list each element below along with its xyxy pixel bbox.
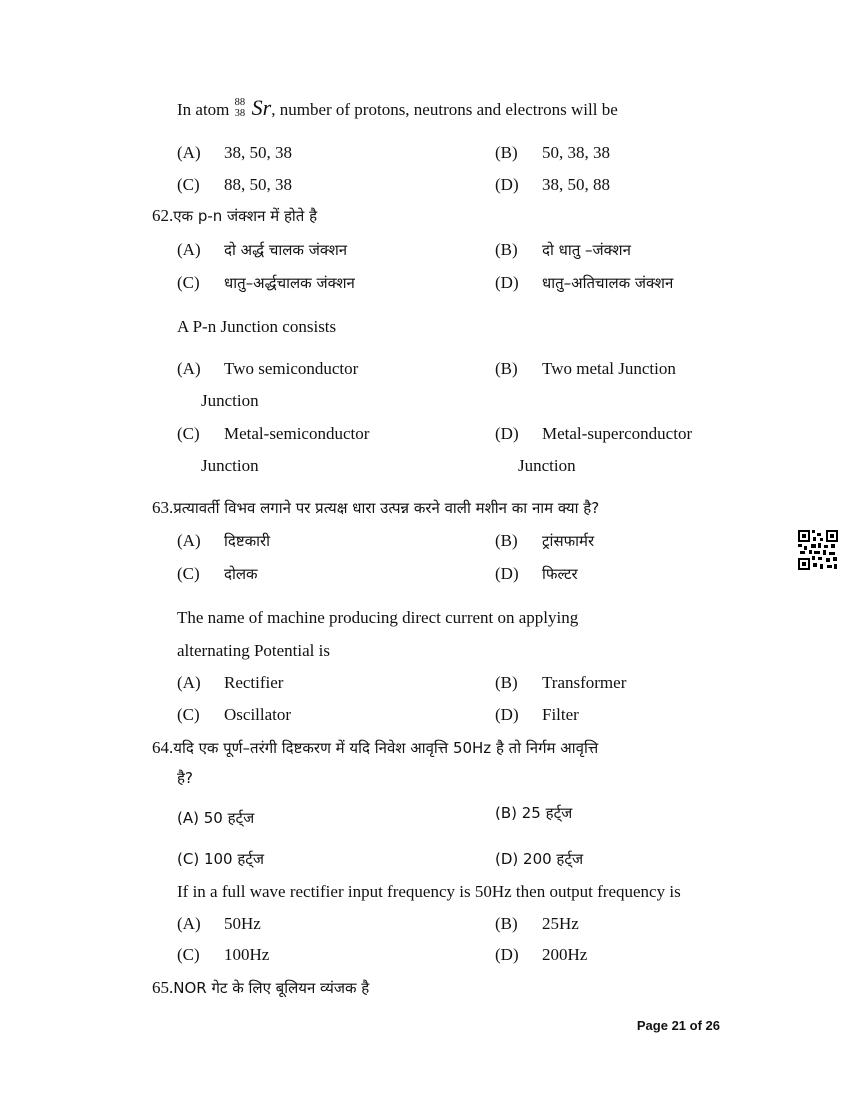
page-number: Page 21 of 26 (636, 1018, 720, 1033)
q62-hindi-option-d[interactable] (495, 272, 673, 294)
option-label: (C) (177, 273, 200, 292)
q63-english-option-d[interactable] (495, 704, 579, 726)
q62-hindi-option-b[interactable] (495, 239, 631, 261)
option-text: 50Hz (224, 914, 261, 933)
option-label: (D) (495, 424, 519, 443)
option-label: (D) (495, 175, 519, 194)
option-text: 25Hz (542, 914, 579, 933)
option-label: (B) (495, 359, 518, 378)
option-label: (C) (177, 175, 200, 194)
option-text: फिल्टर (542, 565, 578, 583)
option-text: ट्रांसफार्मर (542, 532, 595, 550)
q62-hindi-question (152, 205, 317, 227)
option-text: Transformer (542, 673, 627, 692)
option-text: Rectifier (224, 673, 284, 692)
q63-hindi-option-c[interactable] (177, 563, 258, 585)
option-text: (C) 100 हर्ट्ज (177, 850, 264, 868)
option-label: (B) (495, 531, 518, 550)
q62-hindi-option-a[interactable] (177, 239, 347, 261)
option-label: (D) (495, 564, 519, 583)
q63-hindi-option-d[interactable] (495, 563, 578, 585)
q62-english-option-b[interactable] (495, 358, 676, 380)
question-number: 63. (152, 498, 174, 517)
q64-hindi-option-d[interactable] (495, 848, 583, 870)
q62-english-option-a-cont: Junction (201, 391, 259, 410)
nuclide-notation (234, 97, 252, 122)
q61-option-b[interactable] (495, 142, 610, 164)
question-number: 64. (152, 738, 174, 757)
option-label: (A) (177, 143, 201, 162)
option-label: (A) (177, 531, 201, 550)
option-text: दिष्टकारी (224, 532, 271, 550)
option-text: Filter (542, 705, 579, 724)
option-label: (D) (495, 945, 519, 964)
question-number: 62. (152, 206, 174, 225)
question-number: 65. (152, 978, 174, 997)
q63-hindi-option-a[interactable] (177, 530, 270, 552)
element-symbol: Sr (251, 95, 272, 120)
q62-english-option-c-cont: Junction (201, 456, 259, 475)
option-text: (B) 25 हर्ट्ज (495, 804, 573, 822)
option-text: 38, 50, 38 (224, 143, 292, 162)
q62-english-question: A P-n Junction consists (177, 317, 337, 336)
q62-english-option-c[interactable] (177, 423, 369, 445)
option-text: Oscillator (224, 705, 292, 724)
q63-english-question-line2: alternating Potential is (177, 641, 330, 660)
option-label: (B) (495, 914, 518, 933)
q61-question-prefix: In atom (177, 100, 234, 119)
option-label: (A) (177, 240, 201, 259)
option-text: दो अर्द्ध चालक जंक्शन (224, 241, 348, 259)
option-label: (C) (177, 705, 200, 724)
q64-english-option-c[interactable] (177, 944, 269, 966)
q64-english-option-d[interactable] (495, 944, 587, 966)
option-label: (B) (495, 673, 518, 692)
option-text: (A) 50 हर्ट्ज (177, 809, 255, 827)
q64-hindi-option-b[interactable] (495, 802, 572, 824)
option-text: धातु–अतिचालक जंक्शन (542, 274, 674, 292)
option-text: Two semiconductor (224, 359, 359, 378)
option-label: (B) (495, 240, 518, 259)
option-text: दोलक (224, 565, 258, 583)
atomic-number: 38 (234, 108, 246, 120)
q62-english-option-d[interactable] (495, 423, 692, 445)
q62-english-option-a[interactable] (177, 358, 358, 380)
q63-english-option-b[interactable] (495, 672, 626, 694)
option-text: 200Hz (542, 945, 588, 964)
q63-english-option-c[interactable] (177, 704, 291, 726)
q61-option-d[interactable] (495, 174, 610, 196)
option-label: (C) (177, 945, 200, 964)
question-text: एक p-n जंक्शन में होते है (173, 207, 318, 225)
option-label: (D) (495, 705, 519, 724)
option-label: (C) (177, 564, 200, 583)
q63-hindi-question (152, 497, 599, 519)
q63-english-option-a[interactable] (177, 672, 283, 694)
option-text: Two metal Junction (542, 359, 676, 378)
question-text: प्रत्यावर्ती विभव लगाने पर प्रत्यक्ष धारा उत्पन्न करने वाली मशीन का नाम क्या है? (173, 499, 600, 517)
q64-hindi-question-line1 (152, 737, 598, 759)
option-label: (A) (177, 359, 201, 378)
mass-number: 88 (234, 97, 246, 109)
q64-english-option-b[interactable] (495, 913, 579, 935)
q64-hindi-question-line2: है? (177, 769, 193, 787)
option-text: Metal-semiconductor (224, 424, 370, 443)
q63-hindi-option-b[interactable] (495, 530, 594, 552)
option-text: 50, 38, 38 (542, 143, 610, 162)
option-text: (D) 200 हर्ट्ज (495, 850, 584, 868)
option-label: (B) (495, 143, 518, 162)
option-label: (A) (177, 914, 201, 933)
q61-option-a[interactable] (177, 142, 292, 164)
q64-hindi-option-c[interactable] (177, 848, 264, 870)
option-text: 88, 50, 38 (224, 175, 292, 194)
option-text: धातु–अर्द्धचालक जंक्शन (224, 274, 355, 292)
option-label: (C) (177, 424, 200, 443)
option-text: Metal-superconductor (542, 424, 693, 443)
q64-hindi-option-a[interactable] (177, 807, 254, 829)
option-text: 38, 50, 88 (542, 175, 610, 194)
q61-option-c[interactable] (177, 174, 292, 196)
qr-code-icon (798, 530, 838, 570)
option-text: दो धातु –जंक्शन (542, 241, 631, 259)
q62-english-option-d-cont: Junction (518, 456, 576, 475)
q62-hindi-option-c[interactable] (177, 272, 355, 294)
q63-english-question-line1: The name of machine producing direct current on applying (177, 608, 579, 627)
q61-question (177, 97, 618, 122)
q64-english-option-a[interactable] (177, 913, 261, 935)
option-text: 100Hz (224, 945, 270, 964)
q65-hindi-question (152, 977, 369, 999)
q64-english-question: If in a full wave rectifier input frequency is 50Hz then output frequency is (177, 882, 681, 901)
option-label: (D) (495, 273, 519, 292)
option-label: (A) (177, 673, 201, 692)
question-text: यदि एक पूर्ण–तरंगी दिष्टकरण में यदि निवेश आवृत्ति 50Hz है तो निर्गम आवृत्ति (173, 739, 599, 757)
q61-question-suffix: , number of protons, neutrons and electrons will be (271, 100, 618, 119)
question-text: NOR गेट के लिए बूलियन व्यंजक है (173, 979, 370, 997)
